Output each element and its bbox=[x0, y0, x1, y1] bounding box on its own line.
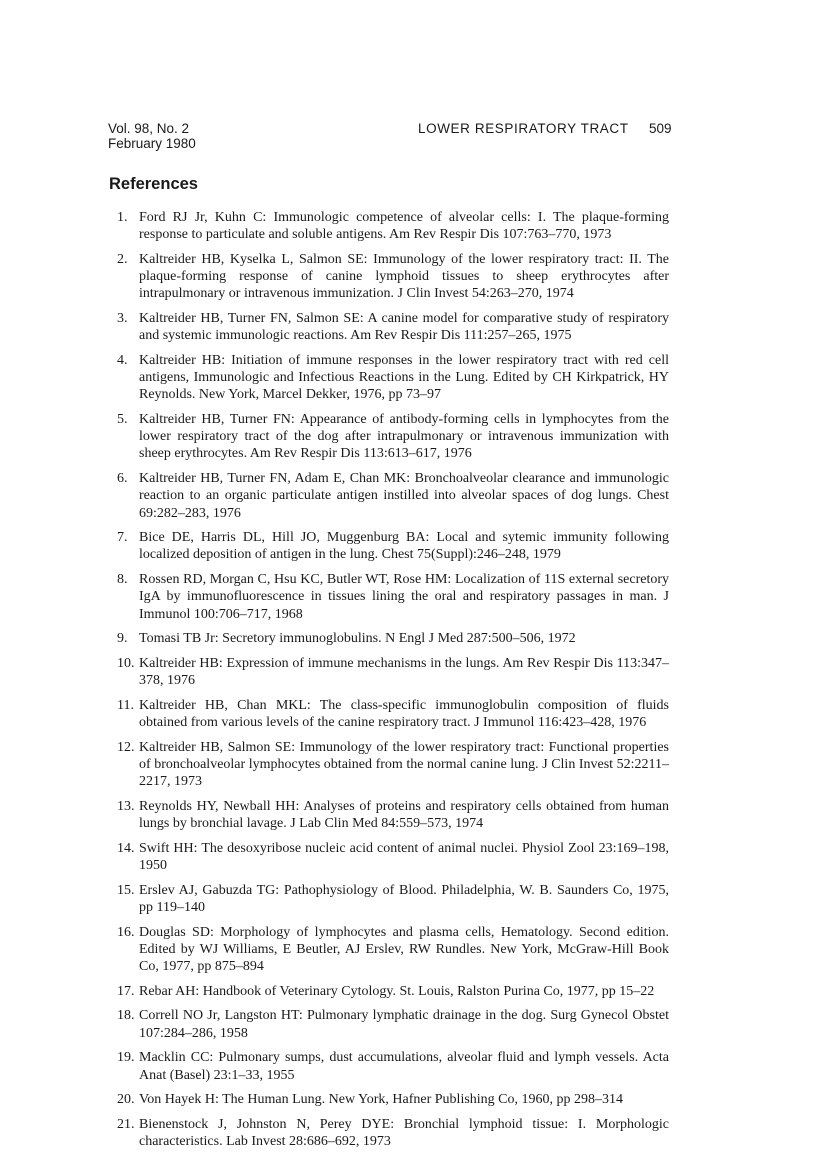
reference-number-label: 2. bbox=[117, 251, 128, 267]
reference-number-label: 4. bbox=[117, 352, 128, 368]
reference-text: Rebar AH: Handbook of Veterinary Cytology. St. Louis, Ralston Purina Co, 1977, pp 15–22 bbox=[139, 983, 655, 999]
page-number: 509 bbox=[649, 121, 672, 136]
reference-item bbox=[110, 655, 669, 689]
reference-number bbox=[110, 840, 139, 874]
references-heading: References bbox=[109, 175, 198, 193]
reference-number bbox=[110, 697, 139, 731]
reference-text: Bienenstock J, Johnston N, Perey DYE: Bronchial lymphoid tissue: I. Morphologic characteristics. Lab Invest 28:686–692, 1973 bbox=[139, 1116, 669, 1150]
reference-item bbox=[110, 209, 669, 243]
reference-number bbox=[110, 209, 139, 243]
reference-item bbox=[110, 1007, 669, 1041]
reference-number bbox=[110, 470, 139, 522]
reference-number bbox=[110, 1116, 139, 1150]
reference-text: Rossen RD, Morgan C, Hsu KC, Butler WT, Rose HM: Localization of 11S external secretory IgA by immunofluorescence in tissues lining the oral and respiratory passages in man. J Immunol 100:706–717, 1968 bbox=[139, 572, 669, 622]
reference-text: Ford RJ Jr, Kuhn C: Immunologic competence of alveolar cells: I. The plaque-forming response to particulate and soluble antigens. Am Rev Respir Dis 107:763–770, 1973 bbox=[139, 210, 669, 243]
reference-item bbox=[110, 983, 669, 1000]
reference-item bbox=[110, 798, 669, 832]
reference-item bbox=[110, 924, 669, 976]
reference-number-label: 20. bbox=[117, 1092, 135, 1108]
reference-text: Reynolds HY, Newball HH: Analyses of proteins and respiratory cells obtained from human lungs by bronchial lavage. J Lab Clin Med 84:559–573, 1974 bbox=[139, 798, 669, 832]
reference-number-label: 8. bbox=[117, 572, 128, 588]
reference-text: Douglas SD: Morphology of lymphocytes and plasma cells, Hematology. Second edition. Edited by WJ Williams, E Beutler, AJ Erslev, RW Rundles. New York, McGraw-Hill Book Co, 1977, pp 875–894 bbox=[139, 924, 669, 975]
reference-text: Kaltreider HB, Chan MKL: The class-specific immunoglobulin composition of fluids obtained from various levels of the canine respiratory tract. J Immunol 116:423–428, 1976 bbox=[139, 697, 669, 731]
volume-number: Vol. 98, No. 2 bbox=[108, 121, 190, 136]
reference-number bbox=[110, 352, 139, 404]
reference-text: Kaltreider HB: Initiation of immune responses in the lower respiratory tract with red cell antigens, Immunologic and Infectious Reactions in the Lung. Edited by CH Kirkpatrick, HY Reynolds. New York, Marcel Dekker, 1976, pp 73–97 bbox=[139, 352, 669, 403]
reference-number-label: 9. bbox=[117, 631, 128, 647]
issue-date: February 1980 bbox=[108, 136, 196, 151]
reference-number-label: 11. bbox=[117, 697, 134, 713]
reference-number bbox=[110, 411, 139, 463]
reference-text: Kaltreider HB: Expression of immune mechanisms in the lungs. Am Rev Respir Dis 113:347–378, 1976 bbox=[139, 655, 669, 689]
reference-text: Macklin CC: Pulmonary sumps, dust accumulations, alveolar fluid and lymph vessels. Acta Anat (Basel) 23:1–33, 1955 bbox=[139, 1050, 669, 1083]
reference-number bbox=[110, 529, 139, 563]
reference-number-label: 7. bbox=[117, 530, 128, 546]
reference-number-label: 16. bbox=[117, 924, 135, 940]
reference-number bbox=[110, 798, 139, 832]
reference-item bbox=[110, 1049, 669, 1083]
reference-number bbox=[110, 739, 139, 791]
reference-item bbox=[110, 529, 669, 563]
reference-number bbox=[110, 1007, 139, 1041]
reference-number-label: 18. bbox=[117, 1008, 135, 1024]
reference-text: Kaltreider HB, Kyselka L, Salmon SE: Immunology of the lower respiratory tract: II. The plaque-forming response of canine lymphoid tissues to sheep erythrocytes after intrapulmonary or intravenous immunization. J Clin Invest 54:263–270, 1974 bbox=[139, 251, 669, 302]
reference-number-label: 1. bbox=[117, 210, 128, 225]
reference-text: Swift HH: The desoxyribose nucleic acid content of animal nuclei. Physiol Zool 23:169–198, 1950 bbox=[139, 840, 669, 873]
reference-number-label: 21. bbox=[117, 1116, 135, 1132]
reference-text: Correll NO Jr, Langston HT: Pulmonary lymphatic drainage in the dog. Surg Gynecol Obstet 107:284–286, 1958 bbox=[139, 1008, 669, 1041]
reference-number-label: 19. bbox=[117, 1050, 135, 1066]
reference-text: Erslev AJ, Gabuzda TG: Pathophysiology of Blood. Philadelphia, W. B. Saunders Co, 1975, pp 119–140 bbox=[139, 882, 669, 915]
reference-number bbox=[110, 251, 139, 303]
reference-item bbox=[110, 470, 669, 522]
reference-text: Kaltreider HB, Salmon SE: Immunology of the lower respiratory tract: Functional properties of bronchoalveolar lymphocytes obtained from the normal canine lung. J Clin Invest 52:2211–2217, 1973 bbox=[139, 739, 669, 790]
reference-number-label: 17. bbox=[117, 983, 135, 999]
reference-text: Kaltreider HB, Turner FN, Salmon SE: A canine model for comparative study of respiratory and systemic immunologic reactions. Am Rev Respir Dis 111:257–265, 1975 bbox=[139, 311, 669, 344]
reference-text: Bice DE, Harris DL, Hill JO, Muggenburg BA: Local and sytemic immunity following localized deposition of antigen in the lung. Chest 75(Suppl):246–248, 1979 bbox=[139, 530, 669, 563]
reference-number-label: 14. bbox=[117, 840, 135, 856]
reference-number bbox=[110, 924, 139, 976]
reference-item bbox=[110, 840, 669, 874]
reference-number bbox=[110, 571, 139, 623]
reference-number-label: 12. bbox=[117, 739, 135, 755]
reference-number bbox=[110, 310, 139, 344]
reference-item bbox=[110, 1116, 669, 1150]
reference-text: Kaltreider HB, Turner FN, Adam E, Chan MK: Bronchoalveolar clearance and immunologic reaction to an organic particulate antigen instilled into alveolar spaces of dog lungs. Chest 69:282–283, 1976 bbox=[139, 471, 669, 521]
reference-item bbox=[110, 739, 669, 791]
reference-item bbox=[110, 310, 669, 344]
reference-item bbox=[110, 697, 669, 731]
running-title: LOWER RESPIRATORY TRACT bbox=[418, 121, 629, 136]
reference-item bbox=[110, 251, 669, 303]
reference-number bbox=[110, 1091, 139, 1108]
reference-number-label: 6. bbox=[117, 471, 128, 487]
reference-number bbox=[110, 882, 139, 916]
reference-number-label: 13. bbox=[117, 798, 135, 814]
reference-number bbox=[110, 1049, 139, 1083]
reference-number-label: 5. bbox=[117, 412, 128, 428]
reference-number-label: 10. bbox=[117, 655, 135, 671]
reference-item bbox=[110, 571, 669, 623]
reference-text: Tomasi TB Jr: Secretory immunoglobulins. N Engl J Med 287:500–506, 1972 bbox=[139, 631, 576, 647]
journal-issue-info bbox=[108, 121, 196, 151]
reference-number bbox=[110, 983, 139, 1000]
reference-item bbox=[110, 1091, 669, 1108]
reference-text: Von Hayek H: The Human Lung. New York, Hafner Publishing Co, 1960, pp 298–314 bbox=[139, 1092, 624, 1108]
reference-number bbox=[110, 630, 139, 647]
reference-item bbox=[110, 352, 669, 404]
reference-list bbox=[110, 209, 669, 1158]
reference-number bbox=[110, 655, 139, 689]
reference-item bbox=[110, 630, 669, 647]
reference-number-label: 3. bbox=[117, 311, 128, 327]
reference-item bbox=[110, 411, 669, 463]
reference-text: Kaltreider HB, Turner FN: Appearance of antibody-forming cells in lymphocytes from the lower respiratory tract of the dog after intrapulmonary or intravenous immunization with sheep erythrocytes. Am Rev Respir Dis 113:613–617, 1976 bbox=[139, 412, 669, 462]
reference-number-label: 15. bbox=[117, 882, 135, 898]
reference-item bbox=[110, 882, 669, 916]
